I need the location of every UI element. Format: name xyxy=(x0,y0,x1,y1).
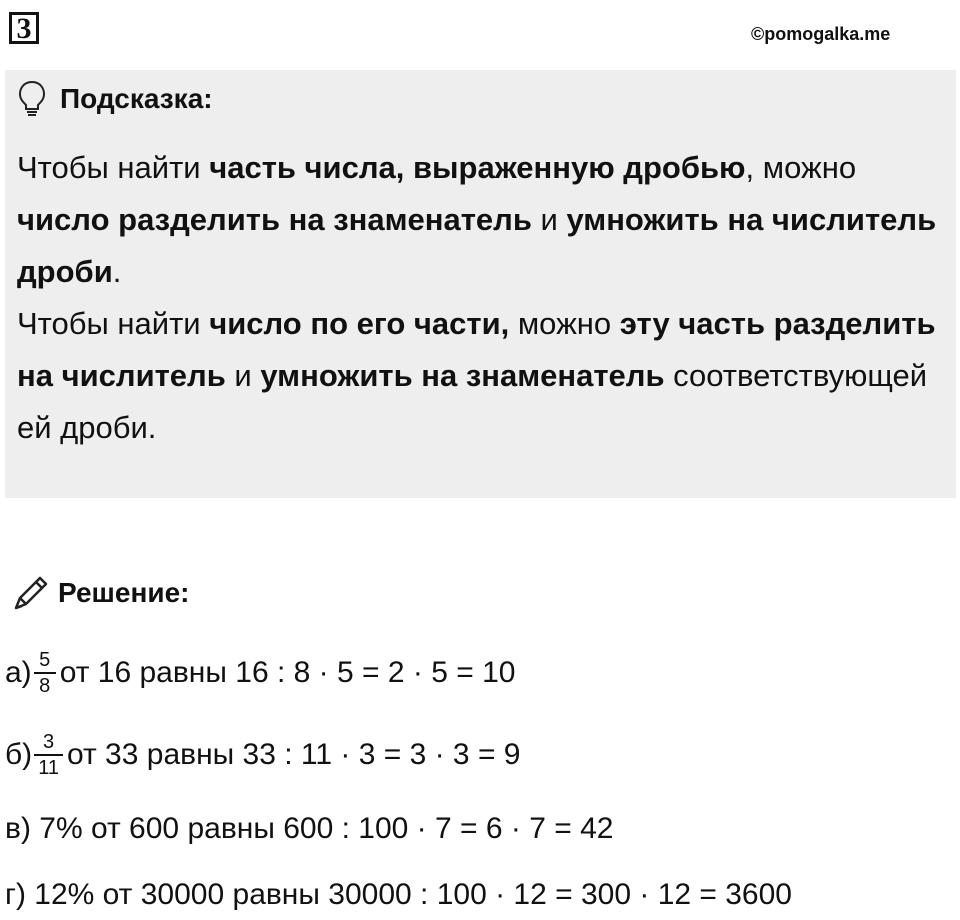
fraction-bar xyxy=(34,672,56,674)
solution-title: Решение: xyxy=(58,577,190,608)
solution-header xyxy=(10,572,189,614)
fraction-bar xyxy=(34,754,63,756)
fraction xyxy=(36,732,61,778)
task-number: 3 xyxy=(9,12,39,44)
hint-text-part: и xyxy=(531,202,567,237)
solution-line-b xyxy=(5,732,520,778)
hint-text-part: можно xyxy=(509,306,620,341)
item-text: от 16 равны 16 : 8 · 5 = 2 · 5 = 10 xyxy=(59,656,516,689)
hint-text-bold: эту часть разделить на числитель xyxy=(17,306,936,393)
item-text: от 33 равны 33 : 11 · 3 = 3 · 3 = 9 xyxy=(66,738,521,771)
hint-text-part: , можно xyxy=(745,150,857,185)
item-label: а) xyxy=(5,656,32,689)
lightbulb-icon xyxy=(18,80,46,118)
hint-text-bold: умножить на знаменатель xyxy=(260,358,665,393)
pencil-icon xyxy=(10,572,52,614)
solution-line-d: г) 12% от 30000 равны 30000 : 100 · 12 = 300 · 12 = 3600 xyxy=(5,878,792,911)
fraction-numerator: 3 xyxy=(43,731,55,753)
item-label: б) xyxy=(5,738,33,771)
hint-text-bold: умножить на числитель дроби xyxy=(17,202,937,289)
hint-text-part: соответствующей ей дроби. xyxy=(17,358,928,445)
hint-text-bold: часть числа, выраженную дробью xyxy=(209,150,746,185)
fraction xyxy=(36,650,54,696)
fraction-denominator: 11 xyxy=(38,757,59,779)
solution-line-c: в) 7% от 600 равны 600 : 100 · 7 = 6 · 7 = 42 xyxy=(5,812,614,845)
hint-text-bold: число разделить на знаменатель xyxy=(17,202,532,237)
hint-text-bold: число по его части, xyxy=(209,306,510,341)
hint-text-part: . xyxy=(112,254,122,289)
fraction-denominator: 8 xyxy=(39,675,51,697)
hint-header xyxy=(18,80,213,118)
watermark: ©pomogalka.me xyxy=(751,24,891,44)
hint-text-part: и xyxy=(225,358,261,393)
solution-line-a xyxy=(5,650,515,696)
fraction-numerator: 5 xyxy=(39,649,51,671)
hint-title: Подсказка: xyxy=(60,83,213,114)
hint-text xyxy=(17,142,937,454)
hint-text-part: Чтобы найти xyxy=(17,150,210,185)
hint-text-part: Чтобы найти xyxy=(17,306,210,341)
